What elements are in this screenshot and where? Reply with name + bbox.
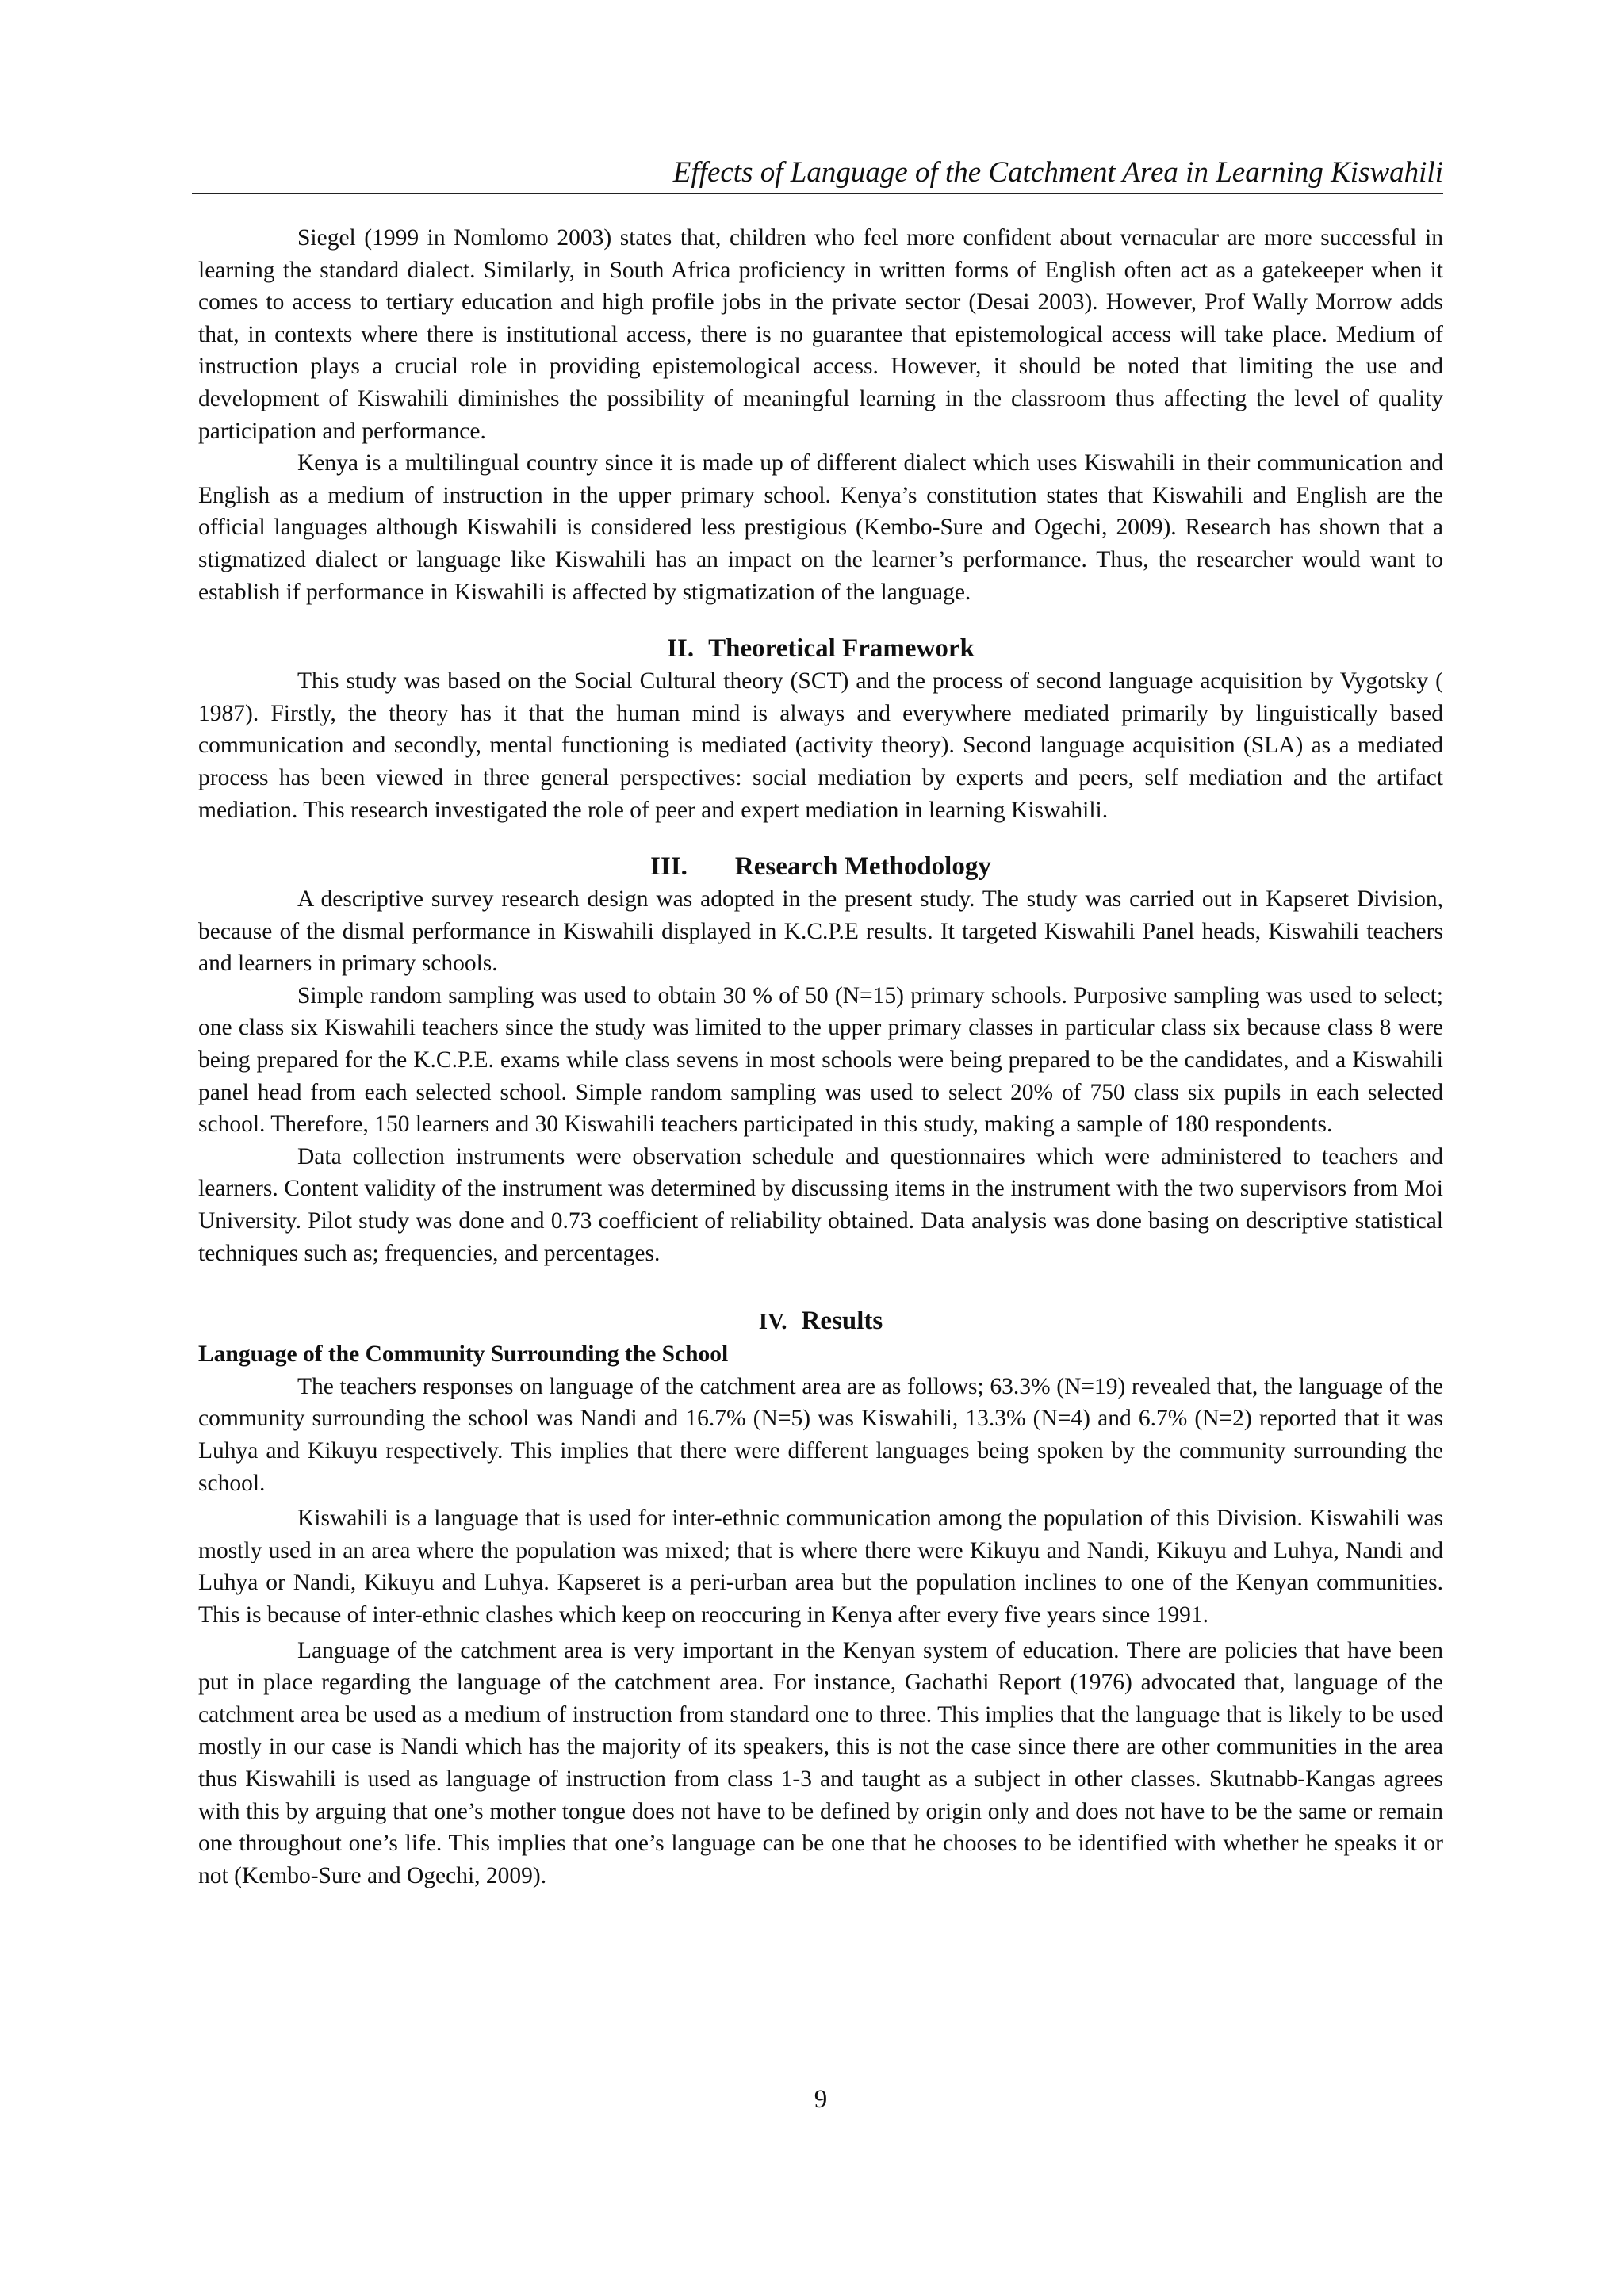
intro-paragraph-1: Siegel (1999 in Nomlomo 2003) states that, children who feel more confident about vernacular are more successful in learning the standard dialect. Similarly, in South Africa proficiency in written forms of English often act as a gatekeeper when it comes to access to tertiary education and high profile jobs in the private sector (Desai 2003). However, Prof Wally Morrow adds that, in contexts where there is institutional access, there is no guarantee that epistemological access will take place. Medium of instruction plays a crucial role in providing epistemological access. However, it should be noted that limiting the use and development of Kiswahili diminishes the possibility of meaningful learning in the classroom thus affecting the level of quality participation and performance. [198, 225, 1443, 444]
results-subheading: Language of the Community Surrounding the School [198, 1341, 729, 1368]
intro-paragraph-2: Kenya is a multilingual country since it is made up of different dialect which uses Kiswahili in their communication and English as a medium of instruction in the upper primary school. Kenya’s constitution states that Kiswahili and English are the official languages although Kiswahili is considered less prestigious (Kembo-Sure and Ogechi, 2009). Research has shown that a stigmatized dialect or language like Kiswahili has an impact on the learner’s performance. Thus, the researcher would want to establish if performance in Kiswahili is affected by stigmatization of the language. [198, 450, 1443, 605]
results-paragraph-3: Language of the catchment area is very important in the Kenyan system of education. There are policies that have been put in place regarding the language of the catchment area. For instance, Gachathi Report (1976) advocated that, language of the catchment area be used as a medium of instruction from standard one to three. This implies that the language that is likely to be used mostly in our case is Nandi which has the majority of its speakers, this is not the case since there are other communities in the area thus Kiswahili is used as language of instruction from class 1-3 and taught as a subject in other classes. Skutnabb-Kangas agrees with this by arguing that one’s mother tongue does not have to be defined by origin only and does not have to be the same or remain one throughout one’s life. This implies that one’s language can be one that he chooses to be identified with whether he speaks it or not (Kembo-Sure and Ogechi, 2009). [198, 1637, 1443, 1888]
section-number: II. [667, 634, 695, 664]
results-paragraph-2: Kiswahili is a language that is used for inter-ethnic communication among the population of this Division. Kiswahili was mostly used in an area where the population was mixed; that is where there were Kikuyu and Nandi, Kikuyu and Luhya, Nandi and Luhya or Nandi, Kikuyu and Luhya. Kapseret is a peri-urban area but the population inclines to one of the Kenyan communities. This is because of inter-ethnic clashes which keep on reoccuring in Kenya after every five years since 1991. [198, 1506, 1443, 1628]
section-title: Results [801, 1307, 883, 1336]
section-number: IV. [758, 1309, 787, 1335]
body-text [198, 222, 1443, 1892]
theory-paragraph-1: This study was based on the Social Cultural theory (SCT) and the process of second language acquisition by Vygotsky ( 1987). Firstly, the theory has it that the human mind is always and everywhere mediated primarily by linguistically based communication and secondly, mental functioning is mediated (activity theory). Second language acquisition (SLA) as a mediated process has been viewed in three general perspectives: social mediation by experts and peers, self mediation and the artifact mediation. This research investigated the role of peer and expert mediation in learning Kiswahili. [198, 668, 1443, 823]
section-title: Research Methodology [734, 852, 991, 882]
section-title: Theoretical Framework [708, 634, 975, 664]
page-number: 9 [814, 2085, 828, 2114]
section-heading-theoretical-framework [198, 632, 1443, 665]
method-paragraph-3: Data collection instruments were observation schedule and questionnaires which were administered to teachers and learners. Content validity of the instrument was determined by discussing items in the instrument with the two supervisors from Moi University. Pilot study was done and 0.73 coefficient of reliability obtained. Data analysis was done basing on descriptive statistical techniques such as; frequencies, and percentages. [198, 1143, 1443, 1266]
section-number: III. [650, 852, 688, 882]
header-rule [192, 193, 1443, 194]
section-heading-research-methodology [198, 850, 1443, 883]
section-heading-results [198, 1304, 1443, 1338]
paper-page [198, 0, 1443, 2296]
method-paragraph-1: A descriptive survey research design was adopted in the present study. The study was carried out in Kapseret Division, because of the dismal performance in Kiswahili displayed in K.C.P.E results. It targeted Kiswahili Panel heads, Kiswahili teachers and learners in primary schools. [198, 886, 1443, 977]
method-paragraph-2: Simple random sampling was used to obtain 30 % of 50 (N=15) primary schools. Purposive sampling was used to select; one class six Kiswahili teachers since the study was limited to the upper primary classes in particular class six because class 8 were being prepared for the K.C.P.E. exams while class sevens in most schools were being prepared to be the candidates, and a Kiswahili panel head from each selected school. Simple random sampling was used to select 20% of 750 class six pupils in each selected school. Therefore, 150 learners and 30 Kiswahili teachers participated in this study, making a sample of 180 respondents. [198, 982, 1443, 1138]
results-paragraph-1: The teachers responses on language of the catchment area are as follows; 63.3% (N=19) revealed that, the language of the community surrounding the school was Nandi and 16.7% (N=5) was Kiswahili, 13.3% (N=4) and 6.7% (N=2) reported that it was Luhya and Kikuyu respectively. This implies that there were different languages being spoken by the community surrounding the school. [198, 1373, 1443, 1496]
running-head: Effects of Language of the Catchment Area in Learning Kiswahili [672, 156, 1443, 189]
